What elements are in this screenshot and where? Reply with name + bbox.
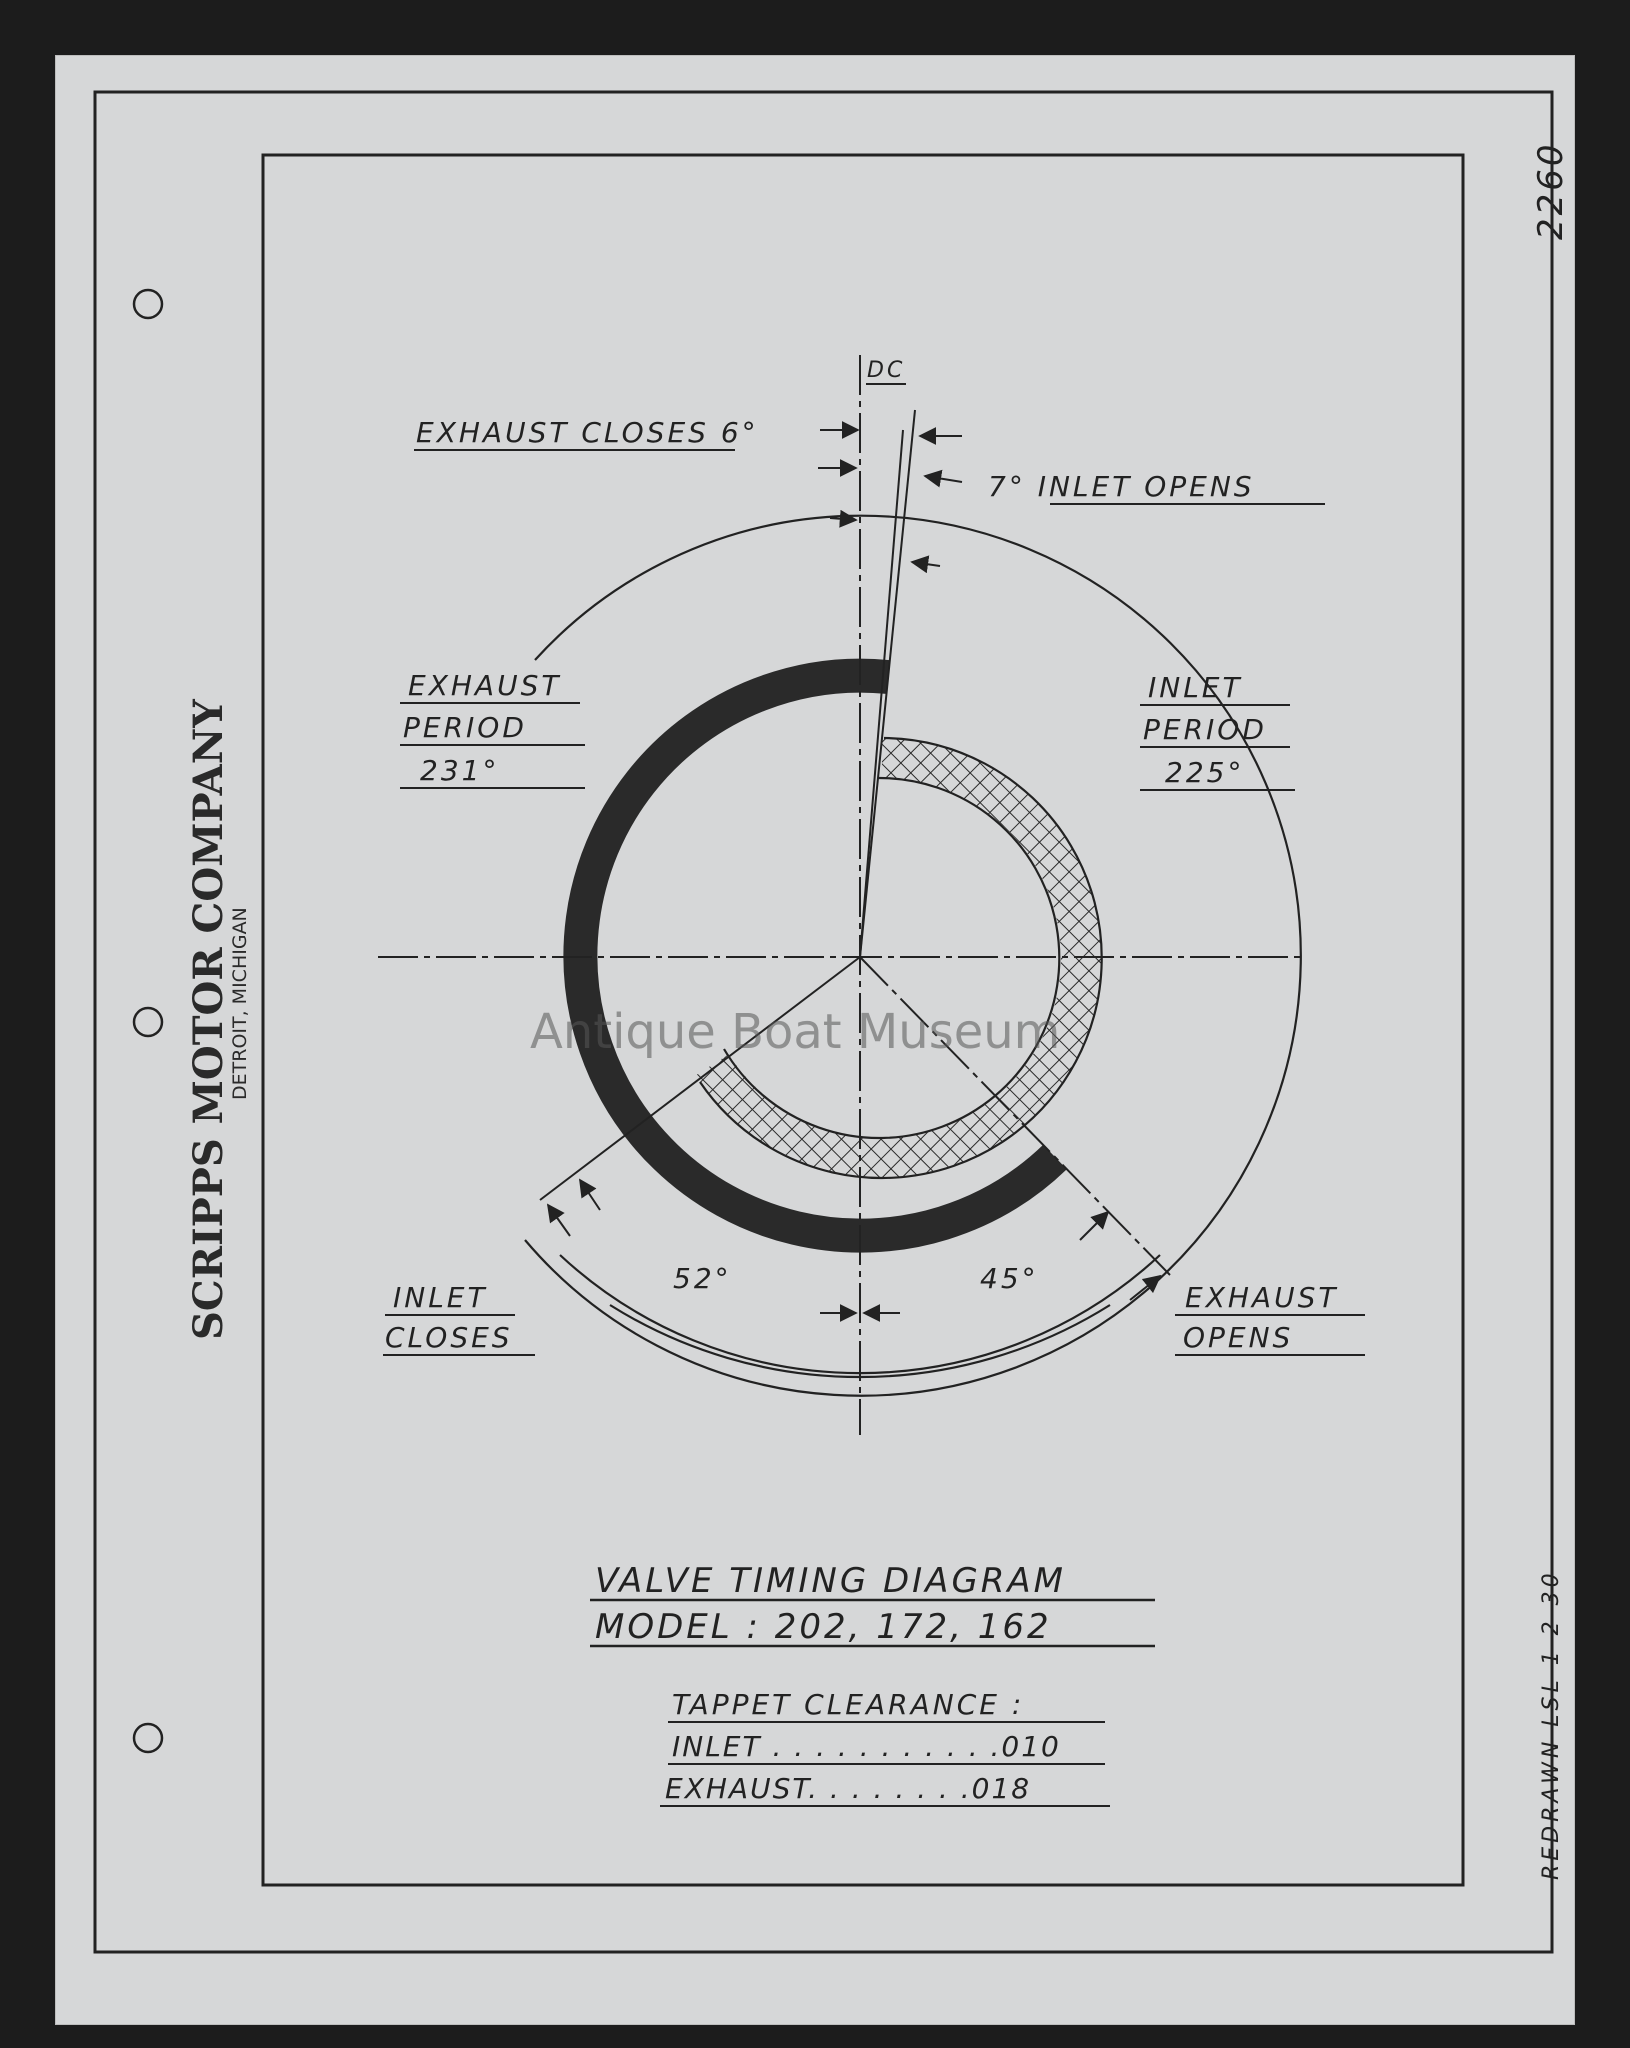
tappet-inlet: INLET . . . . . . . . . . .010 xyxy=(672,1730,1061,1763)
exhaust-period-label xyxy=(400,669,585,788)
company-name: SCRIPPS MOTOR COMPANY xyxy=(185,699,232,1340)
svg-text:EXHAUST: EXHAUST xyxy=(408,669,562,702)
binder-hole-top xyxy=(134,290,162,318)
inlet-opens-line-2 xyxy=(860,430,903,957)
binder-hole-bottom xyxy=(134,1724,162,1752)
svg-text:PERIOD: PERIOD xyxy=(403,711,527,744)
redrawn-note: REDRAWN LSL 1-2-30 xyxy=(1539,1569,1564,1880)
svg-text:231°: 231° xyxy=(420,754,500,787)
inlet-closes-label xyxy=(383,1281,535,1355)
exhaust-period-arrow xyxy=(830,518,856,520)
inlet-opens-label: 7° INLET OPENS xyxy=(988,470,1255,503)
svg-text:OPENS: OPENS xyxy=(1183,1321,1294,1354)
outer-timing-circle xyxy=(525,516,1301,1396)
drawing-number: 2260 xyxy=(1531,141,1571,240)
svg-text:CLOSES: CLOSES xyxy=(385,1321,513,1354)
title-line-1: VALVE TIMING DIAGRAM xyxy=(595,1561,1067,1601)
svg-text:225°: 225° xyxy=(1165,756,1245,789)
tappet-exhaust: EXHAUST. . . . . . . .018 xyxy=(665,1772,1032,1805)
angle-45-label: 45° xyxy=(980,1262,1039,1295)
inlet-opens-arrow-2 xyxy=(925,476,962,482)
svg-text:INLET: INLET xyxy=(393,1281,488,1314)
inlet-period-arrow xyxy=(912,562,940,566)
exhaust-closes-label: EXHAUST CLOSES 6° xyxy=(416,416,759,449)
angle-52-arrow-left xyxy=(580,1180,600,1210)
dc-label: DC xyxy=(867,358,906,383)
title-line-2: MODEL : 202, 172, 162 xyxy=(595,1607,1052,1647)
svg-text:PERIOD: PERIOD xyxy=(1143,713,1267,746)
watermark: Antique Boat Museum xyxy=(530,1004,1061,1060)
exhaust-opens-label xyxy=(1175,1281,1365,1355)
angle-45-arrow-right xyxy=(1080,1212,1108,1240)
outer-arrow-right xyxy=(1130,1276,1160,1300)
binder-hole-middle xyxy=(134,1008,162,1036)
angle-52-label: 52° xyxy=(673,1262,732,1295)
tappet-heading: TAPPET CLEARANCE : xyxy=(672,1688,1025,1721)
outer-arrow-left xyxy=(548,1205,570,1236)
svg-text:INLET: INLET xyxy=(1148,671,1243,704)
company-location: DETROIT, MICHIGAN xyxy=(229,907,251,1100)
svg-text:EXHAUST: EXHAUST xyxy=(1185,1281,1339,1314)
inlet-period-label xyxy=(1140,671,1295,790)
